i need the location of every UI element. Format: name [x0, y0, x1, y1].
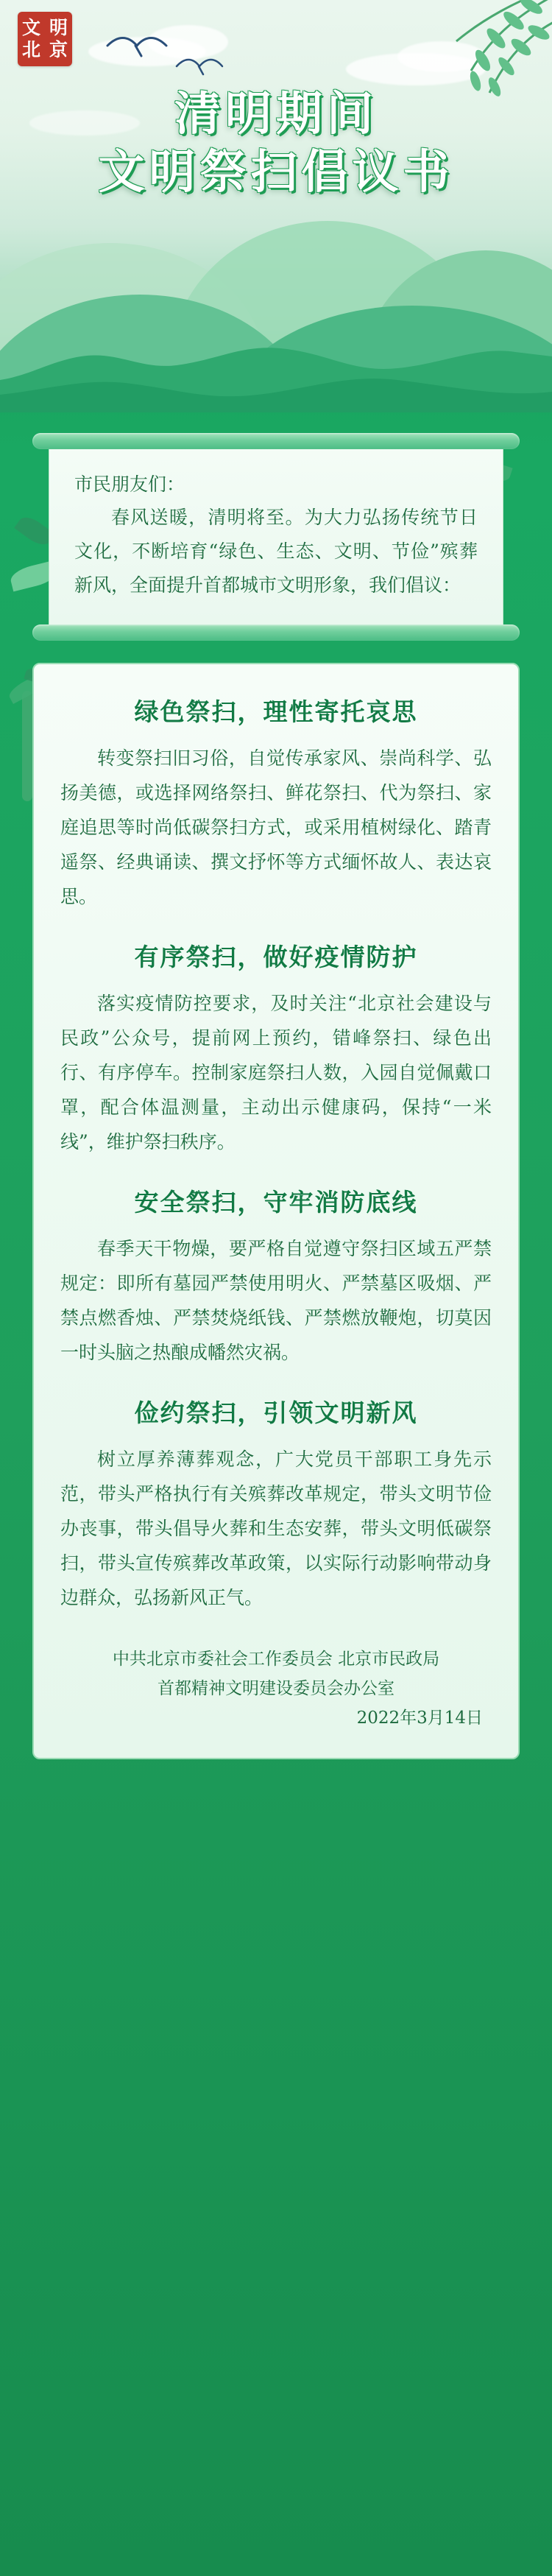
section-frugal-sweep	[60, 1395, 492, 1615]
wenming-beijing-seal	[18, 12, 72, 66]
signature-line-1: 中共北京市委社会工作委员会 北京市民政局	[112, 1650, 440, 1669]
section-body: 春季天干物燥，要严格自觉遵守祭扫区域五严禁规定：即所有墓园严禁使用明火、严禁墓区吸烟、严禁点燃香烛、严禁焚烧纸钱、严禁燃放鞭炮，切莫因一时头脑之热酿成幡然灾祸。	[60, 1238, 492, 1363]
signature-date: 2022年3月14日	[356, 1708, 483, 1728]
poster-header	[0, 0, 552, 412]
seal-char: 京	[49, 39, 68, 60]
section-title: 有序祭扫，做好疫情防护	[134, 943, 418, 971]
section-title: 安全祭扫，守牢消防底线	[134, 1188, 418, 1217]
scroll-top-bar	[32, 433, 520, 449]
proposal-card	[32, 663, 520, 1759]
intro-scroll-body	[49, 449, 503, 624]
section-green-sweep	[60, 694, 492, 914]
poster-content	[0, 433, 552, 1767]
section-body: 转变祭扫旧习俗，自觉传承家风、崇尚科学、弘扬美德，或选择网络祭扫、鲜花祭扫、代为祭扫、家庭追思等时尚低碳祭扫方式，或采用植树绿化、踏青遥祭、经典诵读、撰文抒怀等方式缅怀故人、表达哀思。	[60, 747, 492, 907]
seal-char: 文	[21, 17, 40, 38]
section-title: 俭约祭扫，引领文明新风	[134, 1398, 418, 1427]
section-orderly-sweep	[60, 939, 492, 1159]
signature-block	[60, 1644, 492, 1733]
section-title: 绿色祭扫，理性寄托哀思	[134, 697, 418, 726]
intro-greeting: 市民朋友们：	[74, 474, 185, 495]
section-body: 树立厚养薄葬观念，广大党员干部职工身先示范，带头严格执行有关殡葬改革规定，带头文明节俭办丧事，带头倡导火葬和生态安葬，带头文明低碳祭扫，带头宣传殡葬改革政策，以实际行动影响带动身边群众，弘扬新风正气。	[60, 1449, 492, 1608]
seal-char: 北	[21, 39, 40, 60]
title-line-1: 清明期间	[174, 86, 378, 141]
signature-line-2: 首都精神文明建设委员会办公室	[158, 1679, 394, 1698]
intro-paragraph: 春风送暖，清明将至。为大力弘扬传统节日文化，不断培育“绿色、生态、文明、节俭”殡葬新风，全面提升首都城市文明形象，我们倡议：	[74, 507, 478, 596]
bamboo-stalk-icon	[22, 691, 32, 801]
scroll-bottom-bar	[32, 624, 520, 641]
section-body: 落实疫情防控要求，及时关注“北京社会建设与民政”公众号，提前网上预约，错峰祭扫、绿色出行、有序停车。控制家庭祭扫人数，入园自觉佩戴口罩，配合体温测量，主动出示健康码，保持“一米线”，维护祭扫秩序。	[60, 993, 492, 1152]
seal-char: 明	[49, 17, 68, 38]
intro-scroll-panel	[32, 433, 520, 641]
grass-silhouette	[0, 324, 552, 412]
section-safe-sweep	[60, 1184, 492, 1370]
title-line-2: 文明祭扫倡议书	[98, 144, 454, 199]
poster-title	[0, 85, 552, 202]
